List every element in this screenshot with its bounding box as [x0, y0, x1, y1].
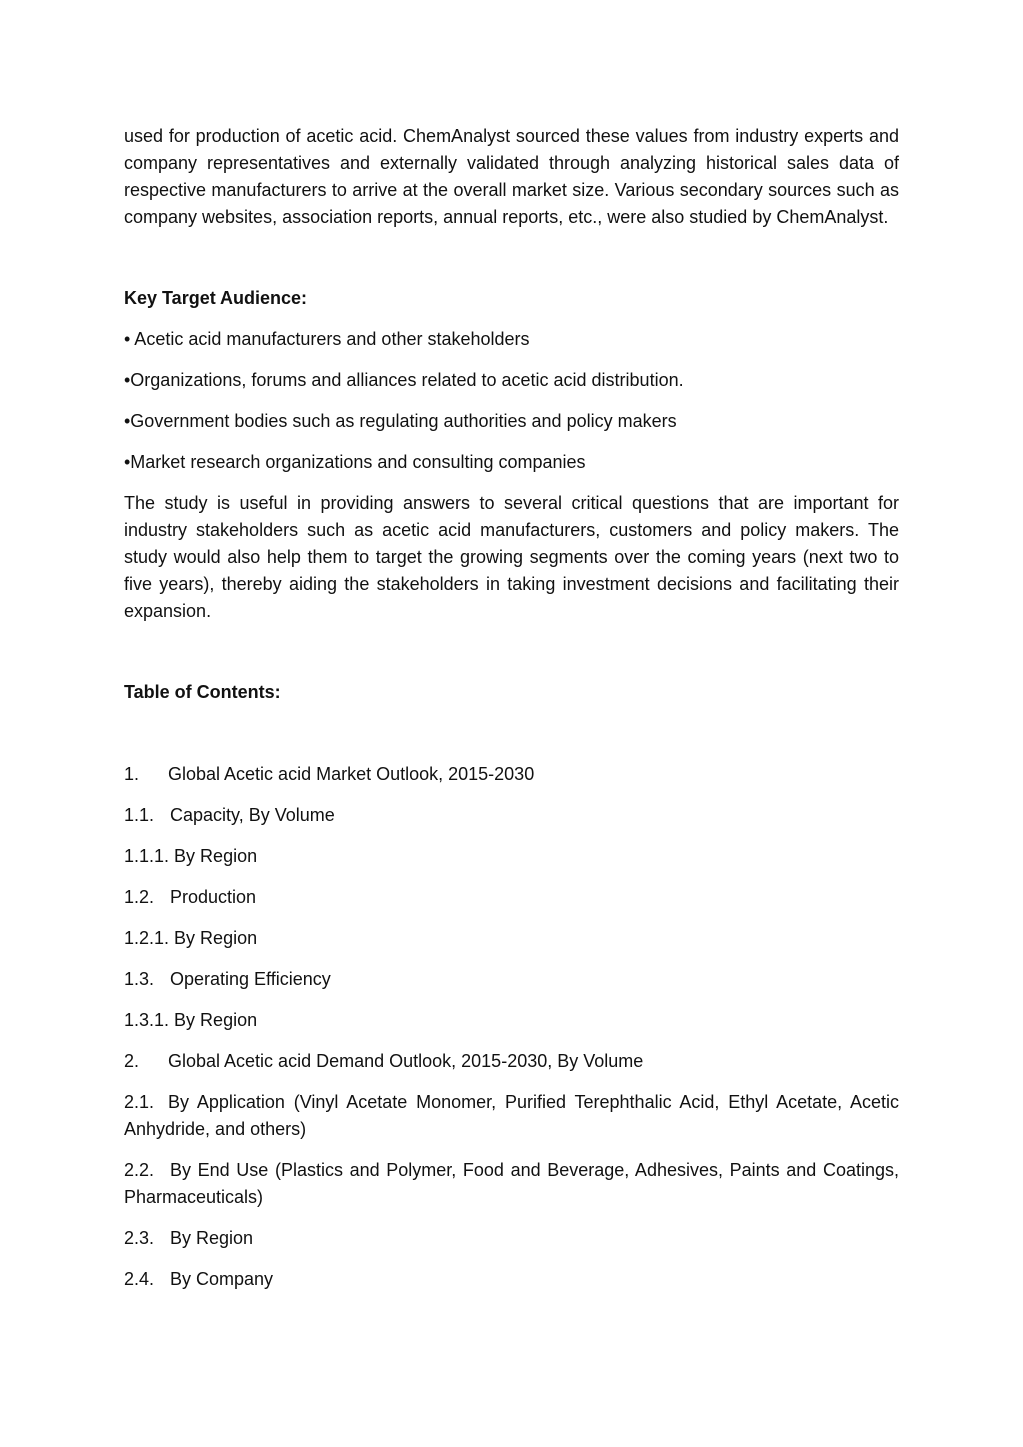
toc-number: 1.	[124, 764, 140, 784]
toc-item	[124, 1089, 899, 1143]
toc-number: 2.	[124, 1051, 140, 1071]
toc-text: Global Acetic acid Demand Outlook, 2015-2030, By Volume	[168, 1051, 644, 1071]
toc-number: 1.3.1.	[124, 1010, 170, 1030]
toc-item	[124, 802, 899, 829]
toc-number: 1.1.	[124, 805, 155, 825]
audience-heading: Key Target Audience:	[124, 288, 308, 308]
toc-item	[124, 761, 899, 788]
toc-item	[124, 1157, 899, 1211]
toc-text: By Application (Vinyl Acetate Monomer, Purified Terephthalic Acid, Ethyl Acetate, Acetic Anhydride, and others)	[124, 1092, 899, 1139]
toc-item	[124, 884, 899, 911]
toc-text: Operating Efficiency	[170, 969, 331, 989]
toc-text: By Region	[174, 1010, 258, 1030]
study-paragraph: The study is useful in providing answers to several critical questions that are important for industry stakeholders such as acetic acid manufacturers, customers and policy makers. The study would also help them to target the growing segments over the coming years (next two to five years), thereby aiding the stakeholders in taking investment decisions and facilitating their expansion.	[124, 493, 899, 621]
toc-item	[124, 843, 899, 870]
toc-text: By End Use (Plastics and Polymer, Food and Beverage, Adhesives, Paints and Coatings, Pharmaceuticals)	[124, 1160, 899, 1207]
toc-number: 2.3.	[124, 1228, 155, 1248]
toc-number: 2.2.	[124, 1160, 155, 1180]
audience-item: •Organizations, forums and alliances related to acetic acid distribution.	[124, 370, 684, 390]
audience-item: •Government bodies such as regulating authorities and policy makers	[124, 411, 677, 431]
intro-paragraph: used for production of acetic acid. ChemAnalyst sourced these values from industry experts and company representatives and externally validated through analyzing historical sales data of respective manufacturers to arrive at the overall market size. Various secondary sources such as company websites, association reports, annual reports, etc., were also studied by ChemAnalyst.	[124, 126, 899, 227]
toc-item	[124, 966, 899, 993]
toc-text: Capacity, By Volume	[170, 805, 335, 825]
toc-text: By Region	[170, 1228, 254, 1248]
toc-heading: Table of Contents:	[124, 682, 281, 702]
toc-item	[124, 1048, 899, 1075]
toc-text: By Region	[174, 846, 258, 866]
toc-item	[124, 1007, 899, 1034]
toc-text: By Region	[174, 928, 258, 948]
toc-number: 1.3.	[124, 969, 155, 989]
toc-text: Production	[170, 887, 257, 907]
toc-number: 1.2.	[124, 887, 155, 907]
toc-item	[124, 925, 899, 952]
toc-text: By Company	[170, 1269, 274, 1289]
document-page	[124, 123, 899, 1293]
toc-item	[124, 1225, 899, 1252]
toc-number: 1.1.1.	[124, 846, 170, 866]
toc-number: 2.4.	[124, 1269, 155, 1289]
toc-text: Global Acetic acid Market Outlook, 2015-2030	[168, 764, 535, 784]
toc-number: 2.1.	[124, 1092, 155, 1112]
toc-item	[124, 1266, 899, 1293]
audience-item: • Acetic acid manufacturers and other stakeholders	[124, 329, 530, 349]
audience-item: •Market research organizations and consulting companies	[124, 452, 586, 472]
toc-number: 1.2.1.	[124, 928, 170, 948]
